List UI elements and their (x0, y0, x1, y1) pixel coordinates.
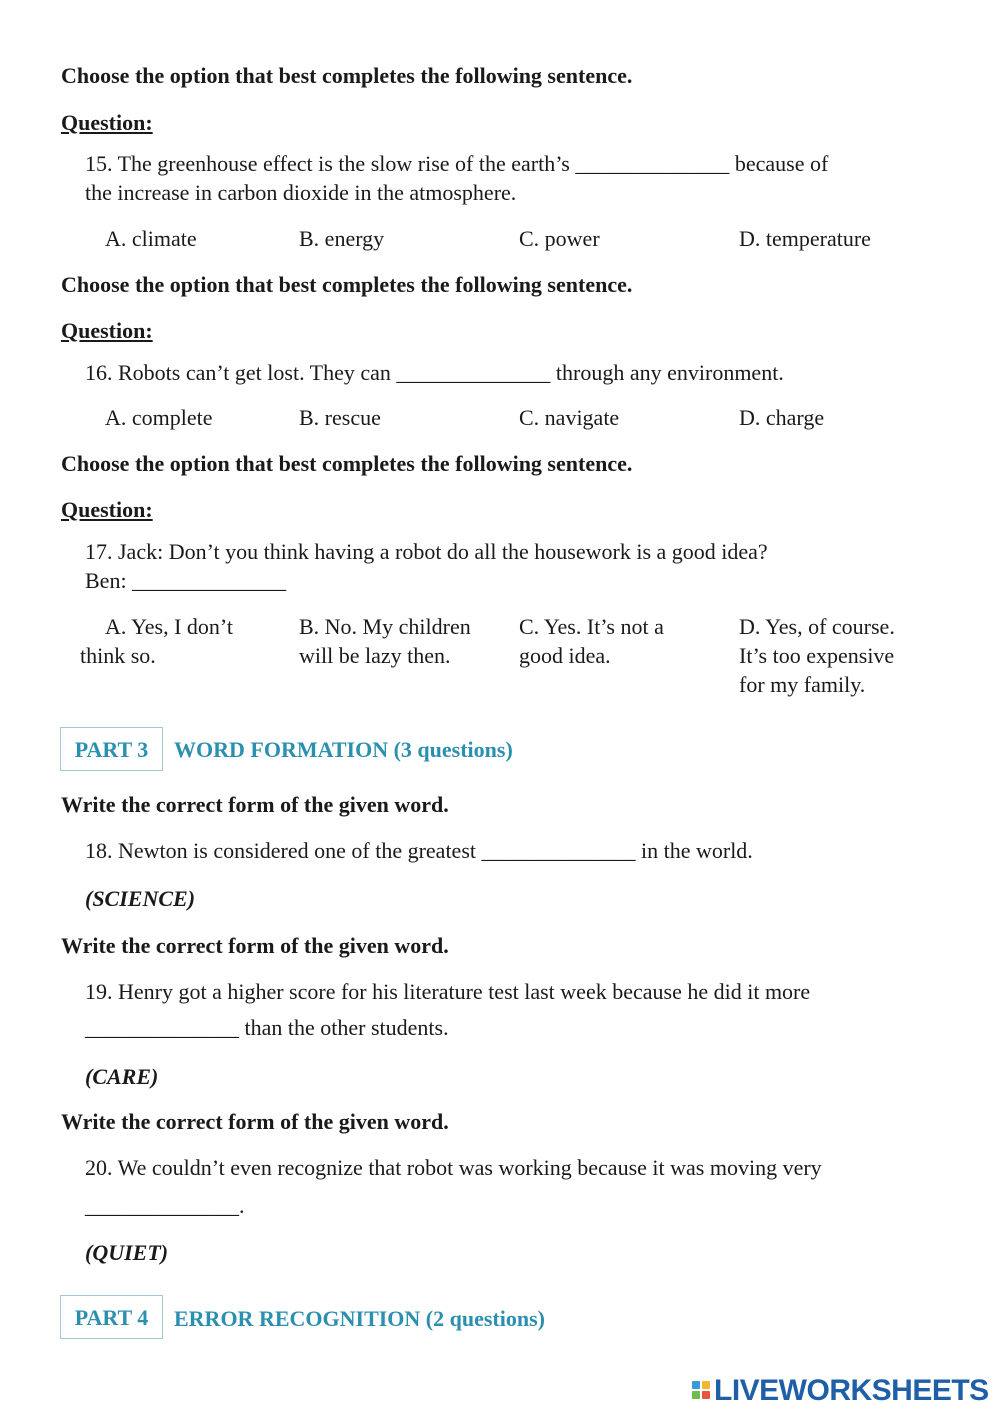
question-17-line-2: Ben: ______________ (85, 568, 287, 593)
q15-option-a[interactable]: A. climate (105, 226, 197, 251)
q15-option-c[interactable]: C. power (519, 226, 600, 251)
liveworksheets-logo-text: LIVEWORKSHEETS (714, 1373, 989, 1407)
q16-option-a[interactable]: A. complete (105, 405, 213, 430)
q16-option-d[interactable]: D. charge (739, 405, 825, 430)
instruction-q15: Choose the option that best completes the following sentence. (61, 63, 633, 88)
question-19-line-1: 19. Henry got a higher score for his literature test last week because he did it more (85, 979, 811, 1004)
liveworksheets-logo (692, 1372, 989, 1408)
instruction-q16: Choose the option that best completes the following sentence. (61, 272, 633, 297)
q17-option-d-line-2: It’s too expensive (739, 643, 895, 668)
instruction-q20: Write the correct form of the given word. (61, 1109, 449, 1134)
part-4-title: ERROR RECOGNITION (2 questions) (174, 1306, 545, 1331)
q17-option-a[interactable] (80, 612, 290, 670)
question-15-line-1: 15. The greenhouse effect is the slow rise of the earth’s ______________ because of (85, 151, 829, 176)
q17-option-d-line-3: for my family. (739, 672, 866, 697)
q17-option-a-line-1: A. Yes, I don’t (105, 614, 233, 639)
q17-option-b-line-1: B. No. My children (299, 614, 471, 639)
q17-option-a-line-2: think so. (80, 643, 156, 668)
logo-square-2 (702, 1381, 710, 1389)
q17-option-c-line-1: C. Yes. It’s not a (519, 614, 664, 639)
q19-word-cue: (CARE) (85, 1064, 159, 1089)
question-20-line-2: ______________. (85, 1193, 245, 1218)
question-17-line-1: 17. Jack: Don’t you think having a robot do all the housework is a good idea? (85, 539, 768, 564)
question-label-q15: Question: (61, 110, 153, 135)
logo-square-3 (692, 1391, 700, 1399)
logo-square-4 (702, 1391, 710, 1399)
q20-word-cue: (QUIET) (85, 1240, 169, 1265)
part-3-title: WORD FORMATION (3 questions) (174, 737, 513, 762)
q17-option-b-line-2: will be lazy then. (299, 643, 451, 668)
part-3-tag: PART 3 (60, 727, 163, 771)
liveworksheets-logo-icon (692, 1381, 710, 1399)
instruction-q19: Write the correct form of the given word. (61, 933, 449, 958)
question-label-q16: Question: (61, 318, 153, 343)
question-19-line-2: ______________ than the other students. (85, 1015, 449, 1040)
q17-option-d[interactable] (739, 612, 969, 699)
q15-option-d[interactable]: D. temperature (739, 226, 871, 251)
question-16-line-1: 16. Robots can’t get lost. They can ______________ through any environment. (85, 360, 784, 385)
q17-option-d-line-1: D. Yes, of course. (739, 614, 895, 639)
question-18-line-1: 18. Newton is considered one of the greatest ______________ in the world. (85, 838, 753, 863)
q15-option-b[interactable]: B. energy (299, 226, 385, 251)
logo-square-1 (692, 1381, 700, 1389)
q17-option-c-line-2: good idea. (519, 643, 611, 668)
q16-option-b[interactable]: B. rescue (299, 405, 381, 430)
q16-option-c[interactable]: C. navigate (519, 405, 620, 430)
question-15-line-2: the increase in carbon dioxide in the atmosphere. (85, 180, 517, 205)
question-label-q17: Question: (61, 497, 153, 522)
instruction-q17: Choose the option that best completes the following sentence. (61, 451, 633, 476)
q17-option-c[interactable] (519, 612, 729, 670)
question-20-line-1: 20. We couldn’t even recognize that robot was working because it was moving very (85, 1155, 822, 1180)
q17-option-b[interactable] (299, 612, 509, 670)
part-4-tag: PART 4 (60, 1295, 163, 1339)
q18-word-cue: (SCIENCE) (85, 886, 196, 911)
instruction-q18: Write the correct form of the given word. (61, 792, 449, 817)
